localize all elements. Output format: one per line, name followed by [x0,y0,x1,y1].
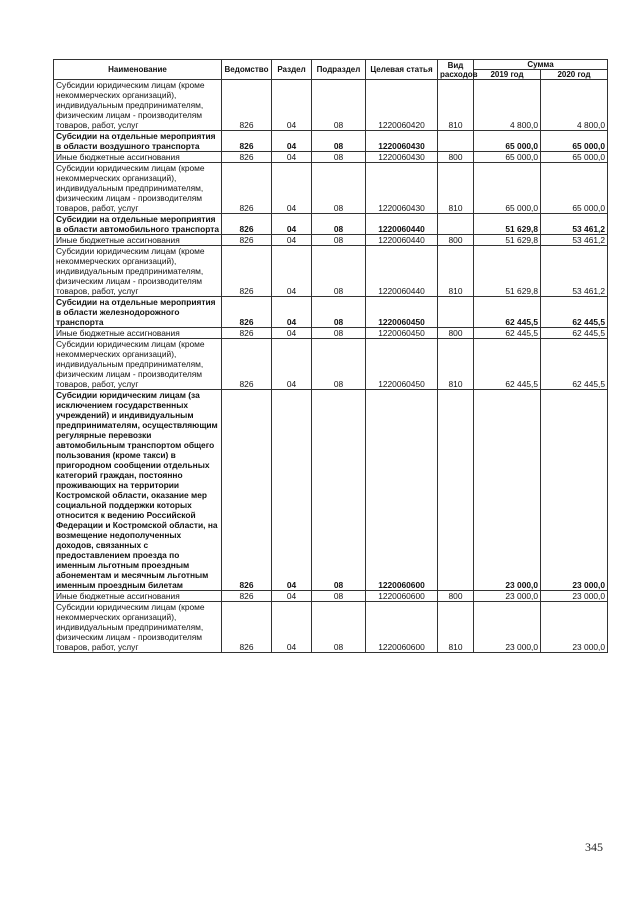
table-row [54,152,608,163]
row-department: 826 [222,246,272,297]
row-department: 826 [222,152,272,163]
row-sum-2019: 62 445,5 [474,328,541,339]
header-sum: Сумма [474,60,608,70]
row-subsection: 08 [312,214,366,235]
row-section: 04 [272,328,312,339]
row-sum-2020: 65 000,0 [541,152,608,163]
row-expense-type: 810 [438,163,474,214]
table-body [54,80,608,653]
row-section: 04 [272,163,312,214]
row-subsection: 08 [312,339,366,390]
header-expense-type: Вид расходов [438,60,474,80]
row-expense-type: 800 [438,235,474,246]
row-section: 04 [272,390,312,591]
row-target-article: 1220060430 [366,163,438,214]
row-subsection: 08 [312,131,366,152]
row-expense-type [438,214,474,235]
row-sum-2019: 23 000,0 [474,591,541,602]
row-name: Субсидии юридическим лицам (кроме некоммерческих организаций), индивидуальным предпринимателям, физическим лицам - производителям товаров, работ, услуг [54,246,222,297]
table-row [54,131,608,152]
row-department: 826 [222,591,272,602]
table-row [54,80,608,131]
header-department: Ведомство [222,60,272,80]
row-sum-2019: 65 000,0 [474,131,541,152]
row-expense-type: 810 [438,246,474,297]
row-subsection: 08 [312,235,366,246]
row-section: 04 [272,80,312,131]
row-section: 04 [272,235,312,246]
row-sum-2020: 53 461,2 [541,235,608,246]
table-row [54,339,608,390]
row-sum-2019: 4 800,0 [474,80,541,131]
table-row [54,602,608,653]
header-name: Наименование [54,60,222,80]
header-target-article: Целевая статья [366,60,438,80]
row-department: 826 [222,328,272,339]
row-sum-2020: 53 461,2 [541,246,608,297]
row-target-article: 1220060440 [366,214,438,235]
row-department: 826 [222,339,272,390]
row-sum-2020: 65 000,0 [541,131,608,152]
row-sum-2020: 23 000,0 [541,591,608,602]
row-sum-2020: 62 445,5 [541,328,608,339]
row-subsection: 08 [312,152,366,163]
header-year-2020: 2020 год [541,70,608,80]
row-section: 04 [272,131,312,152]
row-name: Субсидии на отдельные мероприятия в области воздушного транспорта [54,131,222,152]
row-department: 826 [222,131,272,152]
budget-table [53,59,608,653]
header-year-2019: 2019 год [474,70,541,80]
row-name: Иные бюджетные ассигнования [54,328,222,339]
row-target-article: 1220060450 [366,328,438,339]
row-name: Субсидии юридическим лицам (кроме некоммерческих организаций), индивидуальным предпринимателям, физическим лицам - производителям товаров, работ, услуг [54,80,222,131]
row-target-article: 1220060450 [366,339,438,390]
row-subsection: 08 [312,591,366,602]
row-department: 826 [222,163,272,214]
row-sum-2020: 65 000,0 [541,163,608,214]
row-target-article: 1220060430 [366,131,438,152]
row-subsection: 08 [312,163,366,214]
row-expense-type [438,390,474,591]
row-expense-type: 810 [438,602,474,653]
row-expense-type: 800 [438,591,474,602]
row-name: Субсидии юридическим лицам (за исключением государственных учреждений) и индивидуальным предпринимателям, осуществляющим регулярные перевозки автомобильным транспортом общего пользования (кроме такси) в пригородном сообщении отдельных категорий граждан, постоянно проживающих на территории Костромской области, оказание мер социальной поддержки которых относится к ведению Российской Федерации и Костромской области, на возмещение недополученных доходов, связанных с предоставлением проезда по именным льготным проездным абонементам и месячным льготным именным проездным билетам [54,390,222,591]
page-number: 345 [585,840,603,854]
row-sum-2019: 51 629,8 [474,214,541,235]
table-row [54,246,608,297]
row-target-article: 1220060600 [366,390,438,591]
row-section: 04 [272,339,312,390]
row-expense-type: 800 [438,152,474,163]
row-department: 826 [222,214,272,235]
row-name: Субсидии юридическим лицам (кроме некоммерческих организаций), индивидуальным предпринимателям, физическим лицам - производителям товаров, работ, услуг [54,602,222,653]
row-target-article: 1220060600 [366,591,438,602]
table-row [54,328,608,339]
row-department: 826 [222,390,272,591]
row-subsection: 08 [312,328,366,339]
row-section: 04 [272,591,312,602]
row-sum-2019: 62 445,5 [474,297,541,328]
row-name: Иные бюджетные ассигнования [54,152,222,163]
row-subsection: 08 [312,80,366,131]
row-sum-2020: 62 445,5 [541,339,608,390]
row-subsection: 08 [312,602,366,653]
row-sum-2020: 62 445,5 [541,297,608,328]
header-section: Раздел [272,60,312,80]
row-name: Субсидии на отдельные мероприятия в области автомобильного транспорта [54,214,222,235]
row-name: Иные бюджетные ассигнования [54,235,222,246]
table-header [54,60,608,80]
row-expense-type [438,131,474,152]
row-target-article: 1220060430 [366,152,438,163]
row-target-article: 1220060600 [366,602,438,653]
table-row [54,163,608,214]
row-section: 04 [272,602,312,653]
table-row [54,214,608,235]
row-name: Субсидии юридическим лицам (кроме некоммерческих организаций), индивидуальным предпринимателям, физическим лицам - производителям товаров, работ, услуг [54,339,222,390]
row-target-article: 1220060450 [366,297,438,328]
header-subsection: Подраздел [312,60,366,80]
row-name: Субсидии юридическим лицам (кроме некоммерческих организаций), индивидуальным предпринимателям, физическим лицам - производителям товаров, работ, услуг [54,163,222,214]
table-row [54,297,608,328]
row-department: 826 [222,235,272,246]
table-row [54,390,608,591]
table-row [54,235,608,246]
row-sum-2019: 23 000,0 [474,602,541,653]
row-sum-2019: 51 629,8 [474,235,541,246]
row-target-article: 1220060440 [366,246,438,297]
row-sum-2020: 53 461,2 [541,214,608,235]
row-name: Субсидии на отдельные мероприятия в области железнодорожного транспорта [54,297,222,328]
row-sum-2020: 23 000,0 [541,390,608,591]
row-sum-2019: 65 000,0 [474,152,541,163]
row-department: 826 [222,80,272,131]
row-department: 826 [222,297,272,328]
row-department: 826 [222,602,272,653]
row-sum-2020: 23 000,0 [541,602,608,653]
row-sum-2019: 62 445,5 [474,339,541,390]
row-target-article: 1220060440 [366,235,438,246]
row-expense-type: 810 [438,339,474,390]
row-section: 04 [272,214,312,235]
row-sum-2019: 51 629,8 [474,246,541,297]
row-subsection: 08 [312,390,366,591]
table-row [54,591,608,602]
row-section: 04 [272,246,312,297]
row-expense-type [438,297,474,328]
row-sum-2019: 65 000,0 [474,163,541,214]
row-section: 04 [272,297,312,328]
row-target-article: 1220060420 [366,80,438,131]
row-expense-type: 800 [438,328,474,339]
row-sum-2020: 4 800,0 [541,80,608,131]
row-subsection: 08 [312,246,366,297]
row-name: Иные бюджетные ассигнования [54,591,222,602]
row-sum-2019: 23 000,0 [474,390,541,591]
row-expense-type: 810 [438,80,474,131]
row-section: 04 [272,152,312,163]
row-subsection: 08 [312,297,366,328]
